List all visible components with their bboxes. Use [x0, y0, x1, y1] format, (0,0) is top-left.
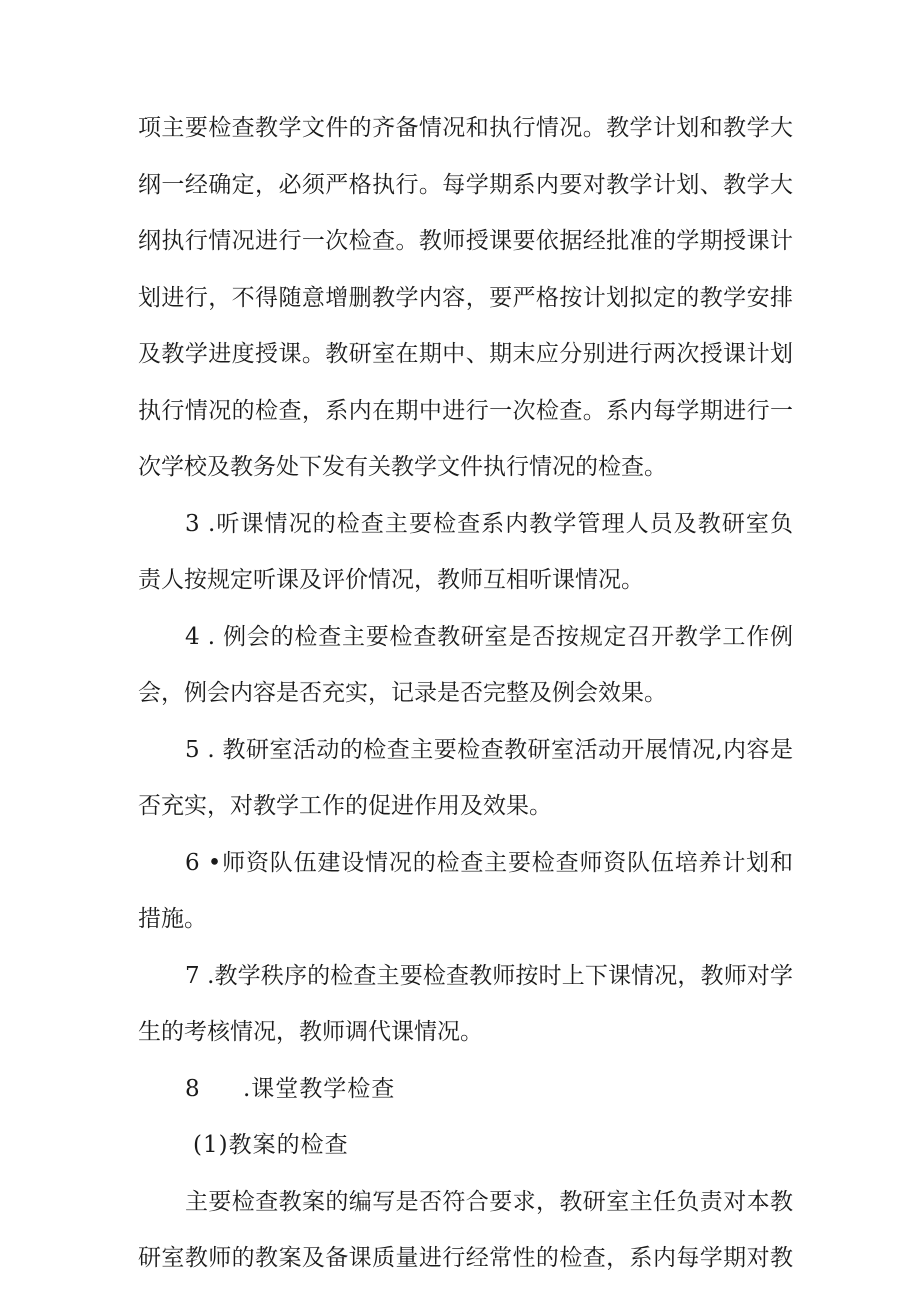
item-4-line: 4 . 例会的检查主要检查教研室是否按规定召开教学工作例: [185, 624, 793, 650]
subheading-lesson-plan: (1)教案的检查: [193, 1132, 349, 1158]
item-7-line: 生的考核情况，教师调代课情况。: [138, 1019, 483, 1045]
item-7-line: 7 .教学秩序的检查主要检查教师按时上下课情况，教师对学: [185, 963, 793, 989]
item-8-heading: [185, 1074, 395, 1104]
item-5-line: 5 . 教研室活动的检查主要检查教研室活动开展情况,内容是: [185, 737, 793, 763]
paragraph-line: 纲执行情况进行一次检查。教师授课要依据经批准的学期授课计: [138, 228, 793, 254]
paragraph-line: 研室教师的教案及备课质量进行经常性的检查，系内每学期对教: [138, 1245, 793, 1271]
item-4-line: 会，例会内容是否充实，记录是否完整及例会效果。: [138, 680, 667, 706]
paragraph-line: 及教学进度授课。教研室在期中、期末应分别进行两次授课计划: [138, 341, 793, 367]
item-3-line: 3 .听课情况的检查主要检查系内教学管理人员及教研室负: [185, 511, 793, 537]
item-6-line: 措施。: [138, 906, 207, 932]
item-5-line: 否充实，对教学工作的促进作用及效果。: [138, 793, 552, 819]
paragraph-line: 纲一经确定，必须严格执行。每学期系内要对教学计划、教学大: [138, 172, 793, 198]
item-6-line: 6 •师资队伍建设情况的检查主要检查师资队伍培养计划和: [185, 850, 793, 876]
item-3-line: 责人按规定听课及评价情况，教师互相听课情况。: [138, 567, 644, 593]
paragraph-line: 项主要检查教学文件的齐备情况和执行情况。教学计划和教学大: [138, 115, 793, 141]
paragraph-line: 次学校及教务处下发有关教学文件执行情况的检查。: [138, 454, 667, 480]
paragraph-line: 主要检查教案的编写是否符合要求，教研室主任负责对本教: [185, 1189, 793, 1215]
item-8-title: .课堂教学检查: [243, 1076, 396, 1102]
paragraph-line: 执行情况的检查，系内在期中进行一次检查。系内每学期进行一: [138, 398, 793, 424]
item-8-number: 8: [185, 1076, 201, 1102]
paragraph-line: 划进行，不得随意增删教学内容，要严格按计划拟定的教学安排: [138, 285, 793, 311]
